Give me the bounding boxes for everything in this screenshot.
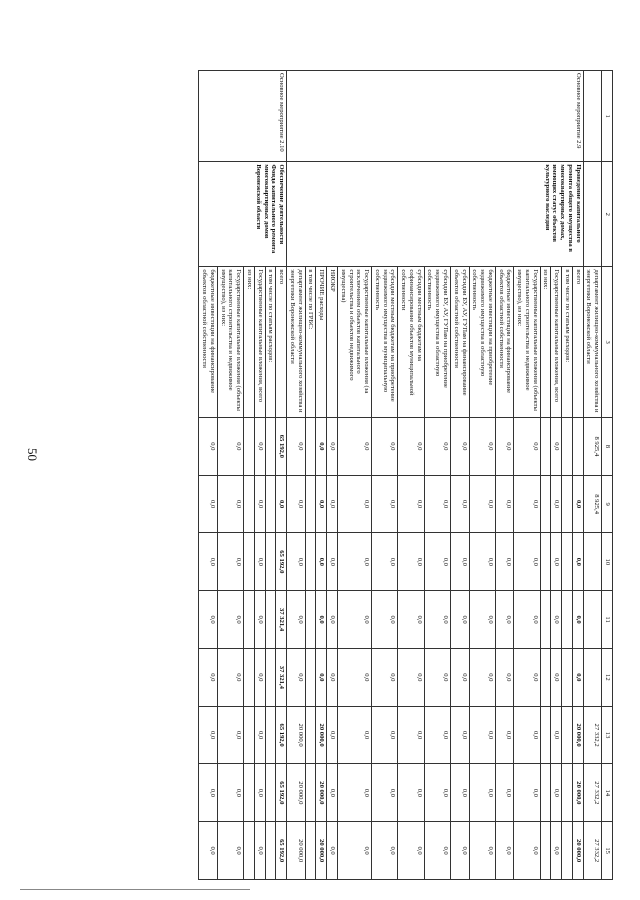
header-cell: 12 [602, 648, 613, 706]
value-cell [244, 648, 255, 706]
header-cell: 3 [602, 267, 613, 418]
row-label: из них: [540, 267, 551, 418]
value-cell [562, 648, 573, 706]
value-cell: 0,0 [469, 533, 495, 591]
value-cell: 0,0 [551, 764, 562, 822]
row-label: в том числе по статьям расходов: [562, 267, 573, 418]
value-cell: 0,0 [217, 648, 243, 706]
value-cell: 0,0 [469, 822, 495, 880]
header-cell: 1 [602, 71, 613, 162]
value-cell: 0,0 [424, 533, 450, 591]
value-cell: 0,0 [372, 417, 398, 475]
value-cell: 0,0 [327, 706, 338, 764]
header-cell: 9 [602, 475, 613, 533]
value-cell: 8 925,4 [583, 417, 602, 475]
value-cell: 0,0 [398, 822, 424, 880]
value-cell [305, 706, 316, 764]
value-cell: 0,0 [217, 706, 243, 764]
value-cell: 0,0 [254, 648, 265, 706]
value-cell: 0,0 [254, 764, 265, 822]
value-cell: 0,0 [398, 533, 424, 591]
value-cell: 0,0 [338, 764, 372, 822]
header-cell: 8 [602, 417, 613, 475]
value-cell: 20 000,0 [316, 706, 327, 764]
value-cell [540, 591, 551, 649]
row-label: бюджетные инвестиции на приобретение недвижимого имущества в областную собственность [469, 267, 495, 418]
value-cell [244, 764, 255, 822]
value-cell: 0,0 [316, 475, 327, 533]
value-cell: 0,0 [424, 648, 450, 706]
value-cell: 0,0 [254, 417, 265, 475]
value-cell: 0,0 [514, 706, 540, 764]
value-cell: 0,0 [495, 822, 514, 880]
row-label: Государственные капитальные вложения (объекты капитального строительства и недвижимое имущество), из них: [514, 267, 540, 418]
value-cell: 0,0 [287, 533, 306, 591]
value-cell [562, 417, 573, 475]
value-cell: 0,0 [450, 706, 469, 764]
value-cell [305, 533, 316, 591]
value-cell [305, 475, 316, 533]
value-cell: 0,0 [338, 417, 372, 475]
value-cell: 20 000,0 [287, 706, 306, 764]
value-cell: 0,0 [372, 533, 398, 591]
row-label: из них: [244, 267, 255, 418]
page-number: 50 [25, 448, 40, 461]
value-cell: 0,0 [450, 764, 469, 822]
row-label: Государственные капитальные вложения, всего [254, 267, 265, 418]
value-cell: 0,0 [572, 475, 583, 533]
value-cell [540, 764, 551, 822]
value-cell: 0,0 [424, 764, 450, 822]
value-cell: 0,0 [338, 822, 372, 880]
value-cell [572, 417, 583, 475]
value-cell: 0,0 [287, 591, 306, 649]
value-cell: 27 332,2 [583, 706, 602, 764]
value-cell: 0,0 [217, 533, 243, 591]
value-cell: 0,0 [327, 533, 338, 591]
value-cell: 0,0 [469, 764, 495, 822]
measure-number: Основное мероприятие 2.9 [287, 71, 584, 162]
row-label: всего [276, 267, 287, 418]
value-cell [265, 591, 276, 649]
header-cell: 14 [602, 764, 613, 822]
value-cell: 37 321,4 [276, 648, 287, 706]
value-cell: 0,0 [217, 475, 243, 533]
value-cell: 0,0 [398, 475, 424, 533]
value-cell: 0,0 [372, 764, 398, 822]
value-cell: 0,0 [398, 417, 424, 475]
value-cell: 0,0 [199, 417, 218, 475]
value-cell [583, 591, 602, 649]
row-label: Государственные капитальные вложения (объекты капитального строительства и недвижимое имущество), из них: [217, 267, 243, 418]
budget-table-sheet [95, 70, 613, 880]
header-cell: 10 [602, 533, 613, 591]
value-cell: 0,0 [327, 417, 338, 475]
value-cell: 0,0 [338, 648, 372, 706]
value-cell: 0,0 [424, 591, 450, 649]
value-cell [583, 533, 602, 591]
value-cell: 0,0 [316, 648, 327, 706]
value-cell [265, 533, 276, 591]
bottom-rule [20, 889, 250, 890]
value-cell: 0,0 [217, 591, 243, 649]
value-cell: 20 000,0 [316, 764, 327, 822]
value-cell: 0,0 [469, 591, 495, 649]
value-cell: 0,0 [327, 475, 338, 533]
value-cell: 65 192,0 [276, 764, 287, 822]
value-cell: 0,0 [327, 591, 338, 649]
value-cell: 0,0 [199, 475, 218, 533]
value-cell: 0,0 [217, 822, 243, 880]
value-cell: 0,0 [287, 648, 306, 706]
value-cell: 0,0 [514, 533, 540, 591]
value-cell: 0,0 [199, 706, 218, 764]
row-label: субсидии местным бюджетам на приобретение недвижимого имущества в муниципальную собственность [372, 267, 398, 418]
table-row [276, 71, 287, 880]
value-cell: 65 192,0 [276, 533, 287, 591]
header-cell: 13 [602, 706, 613, 764]
value-cell [244, 591, 255, 649]
value-cell: 37 321,4 [276, 591, 287, 649]
value-cell [305, 764, 316, 822]
value-cell: 0,0 [450, 533, 469, 591]
value-cell: 65 192,0 [276, 417, 287, 475]
value-cell: 0,0 [287, 475, 306, 533]
value-cell: 0,0 [199, 764, 218, 822]
value-cell [244, 822, 255, 880]
value-cell [540, 822, 551, 880]
value-cell [265, 822, 276, 880]
value-cell: 0,0 [514, 648, 540, 706]
value-cell: 0,0 [372, 648, 398, 706]
value-cell [265, 648, 276, 706]
header-cell: 2 [602, 162, 613, 267]
value-cell: 0,0 [424, 822, 450, 880]
value-cell [305, 417, 316, 475]
value-cell: 0,0 [254, 591, 265, 649]
value-cell: 0,0 [372, 822, 398, 880]
value-cell: 0,0 [199, 822, 218, 880]
value-cell [540, 648, 551, 706]
value-cell [265, 706, 276, 764]
value-cell: 0,0 [551, 475, 562, 533]
value-cell: 20 000,0 [572, 764, 583, 822]
value-cell: 0,0 [398, 706, 424, 764]
header-row [602, 71, 613, 880]
value-cell [265, 417, 276, 475]
value-cell [305, 822, 316, 880]
measure-title: Обеспечение деятельности Фонда капитального ремонта многоквартирных домов Воронежской области [199, 162, 287, 267]
row-label: бюджетные инвестиции на финансирование объектов областной собственности [199, 267, 218, 418]
value-cell [244, 533, 255, 591]
value-cell: 0,0 [338, 706, 372, 764]
value-cell: 0,0 [469, 417, 495, 475]
value-cell: 65 192,0 [276, 706, 287, 764]
row-label: НИОКР [327, 267, 338, 418]
value-cell: 0,0 [287, 417, 306, 475]
value-cell: 0,0 [338, 533, 372, 591]
value-cell: 0,0 [551, 417, 562, 475]
value-cell: 0,0 [495, 417, 514, 475]
value-cell: 0,0 [316, 533, 327, 591]
empty-cell [583, 162, 602, 267]
value-cell: 0,0 [572, 591, 583, 649]
value-cell [540, 533, 551, 591]
value-cell: 0,0 [372, 706, 398, 764]
value-cell: 0,0 [217, 417, 243, 475]
value-cell: 0,0 [338, 475, 372, 533]
value-cell: 20 000,0 [316, 822, 327, 880]
value-cell: 0,0 [514, 822, 540, 880]
value-cell: 0,0 [199, 648, 218, 706]
value-cell: 0,0 [199, 591, 218, 649]
value-cell: 0,0 [450, 822, 469, 880]
value-cell: 0,0 [372, 591, 398, 649]
value-cell: 0,0 [495, 533, 514, 591]
table-row [572, 71, 583, 880]
table-row [583, 71, 602, 880]
row-label: бюджетные инвестиции на финансирование объектов областной собственности [495, 267, 514, 418]
value-cell: 0,0 [327, 764, 338, 822]
row-label: в том числе по статьям расходов: [265, 267, 276, 418]
value-cell: 0,0 [450, 591, 469, 649]
value-cell [265, 475, 276, 533]
value-cell: 8 925,4 [583, 475, 602, 533]
value-cell: 0,0 [424, 706, 450, 764]
value-cell: 0,0 [254, 533, 265, 591]
row-label: Государственные капитальные вложения, всего [551, 267, 562, 418]
value-cell [265, 764, 276, 822]
value-cell: 0,0 [551, 533, 562, 591]
row-label: ПРОЧИЕ расходы [316, 267, 327, 418]
value-cell: 0,0 [551, 591, 562, 649]
row-label: в том числе по ГРБС: [305, 267, 316, 418]
row-label: субсидии БУ, АУ, ГУПам на приобретение недвижимого имущества в областную собственность [424, 267, 450, 418]
value-cell [244, 417, 255, 475]
value-cell [244, 706, 255, 764]
value-cell: 0,0 [217, 764, 243, 822]
value-cell [305, 591, 316, 649]
header-cell: 11 [602, 591, 613, 649]
value-cell: 0,0 [199, 533, 218, 591]
value-cell: 0,0 [398, 764, 424, 822]
value-cell: 0,0 [254, 822, 265, 880]
value-cell: 0,0 [450, 648, 469, 706]
value-cell: 27 332,2 [583, 764, 602, 822]
value-cell: 0,0 [572, 533, 583, 591]
value-cell: 0,0 [495, 591, 514, 649]
value-cell: 0,0 [254, 706, 265, 764]
budget-table [198, 70, 613, 880]
value-cell: 0,0 [254, 475, 265, 533]
row-label: субсидии БУ, АУ, ГУПам на финансирование объектов областной собственности [450, 267, 469, 418]
value-cell: 20 000,0 [572, 822, 583, 880]
value-cell [244, 475, 255, 533]
value-cell: 0,0 [424, 417, 450, 475]
header-cell: 15 [602, 822, 613, 880]
measure-title: Проведение капитального ремонта общего имущества в многоквартирных домах, имеющих статус объектов культурного наследия [287, 162, 584, 267]
value-cell: 0,0 [372, 475, 398, 533]
value-cell: 0,0 [398, 591, 424, 649]
value-cell [583, 648, 602, 706]
value-cell: 0,0 [424, 475, 450, 533]
value-cell [562, 706, 573, 764]
value-cell: 0,0 [450, 475, 469, 533]
value-cell: 0,0 [316, 591, 327, 649]
value-cell: 65 192,0 [276, 822, 287, 880]
value-cell [562, 822, 573, 880]
value-cell: 0,0 [450, 417, 469, 475]
row-label: департамент жилищно-коммунального хозяйства и энергетики Воронежской области [287, 267, 306, 418]
value-cell [562, 475, 573, 533]
value-cell: 0,0 [327, 648, 338, 706]
row-label: всего [572, 267, 583, 418]
value-cell: 20 000,0 [287, 764, 306, 822]
value-cell: 0,0 [551, 706, 562, 764]
value-cell: 20 000,0 [572, 706, 583, 764]
value-cell: 0,0 [495, 648, 514, 706]
value-cell [562, 591, 573, 649]
value-cell [305, 648, 316, 706]
value-cell: 0,0 [469, 648, 495, 706]
value-cell: 27 332,2 [583, 822, 602, 880]
value-cell [540, 475, 551, 533]
value-cell [562, 533, 573, 591]
value-cell [562, 764, 573, 822]
row-label: департамент жилищно-коммунального хозяйства и энергетики Воронежской области [583, 267, 602, 418]
value-cell: 20 000,0 [287, 822, 306, 880]
row-label: субсидии местным бюджетам на софинансирование объектов муниципальной собственности [398, 267, 424, 418]
value-cell: 0,0 [495, 764, 514, 822]
value-cell: 0,0 [495, 475, 514, 533]
value-cell: 0,0 [469, 475, 495, 533]
value-cell: 0,0 [276, 475, 287, 533]
value-cell: 0,0 [327, 822, 338, 880]
value-cell: 0,0 [551, 822, 562, 880]
value-cell: 0,0 [514, 764, 540, 822]
value-cell: 0,0 [338, 591, 372, 649]
value-cell: 0,0 [316, 417, 327, 475]
value-cell: 0,0 [514, 417, 540, 475]
row-label: Государственные капитальные вложения (за исключением объектов капитального строительства и объектов недвижимого имущества) [338, 267, 372, 418]
value-cell: 0,0 [495, 706, 514, 764]
empty-cell [583, 71, 602, 162]
value-cell [540, 706, 551, 764]
measure-number: Основное мероприятие 2.10 [199, 71, 287, 162]
value-cell: 0,0 [572, 648, 583, 706]
value-cell: 0,0 [551, 648, 562, 706]
value-cell: 0,0 [398, 648, 424, 706]
value-cell [540, 417, 551, 475]
value-cell: 0,0 [514, 475, 540, 533]
value-cell: 0,0 [469, 706, 495, 764]
value-cell: 0,0 [514, 591, 540, 649]
